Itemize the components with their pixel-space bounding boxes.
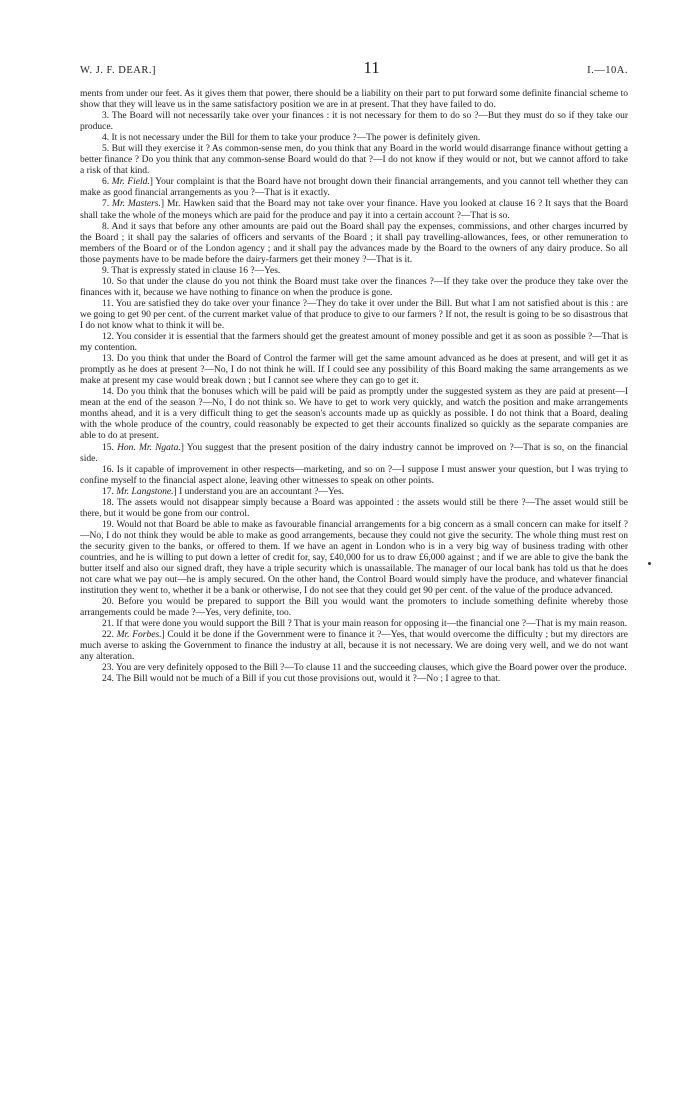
speaker-label: 17. Mr. Langstone.] <box>102 486 177 497</box>
paragraph: 20. Before you would be prepared to support the Bill you would want the promoters to include something definite whereby those arrangements could be made ?—Yes, very definite, too. <box>80 597 628 619</box>
paragraph: 24. The Bill would not be much of a Bill if you cut those provisions out, would it ?—No ; I agree to that. <box>102 674 501 685</box>
speaker-label: 22. Mr. Forbes.] <box>102 630 165 641</box>
paragraph: 14. Do you think that the bonuses which will be paid will be paid as promptly under the suggested system as they are paid at present—I mean at the end of the season ?—No, I do not think so. We have to get to work very quickly, and watch the position and make arrangements months ahead, and it is a very difficult thing to get the season's accounts made up as quickly as possible. I do not think that a Board, dealing with the whole produce of the country, could reasonably be expected to get their accounts finalized so quickly as the separate companies are able to do at present. <box>80 387 628 442</box>
paragraph: 5. But will they exercise it ? As common-sense men, do you think that any Board in the world would disarrange finance without getting a better finance ? Do you think that any common-sense Board would do that ?—I do not know if they would or not, but we cannot afford to take a risk of that kind. <box>80 144 628 177</box>
page-header <box>80 58 628 78</box>
header-witness-name: W. J. F. DEAR.] <box>80 65 156 76</box>
paragraph: 23. You are very definitely opposed to the Bill ?—To clause 11 and the succeeding clauses, which give the Board power over the produce. <box>102 663 627 674</box>
paragraph: 4. It is not necessary under the Bill for them to take your produce ?—The power is definitely given. <box>102 133 481 144</box>
paragraph-text: Mr. Hawken said that the Board may not take over your finance. Have you looked at clause 16 ? It says that the Board shall take the whole of the moneys which are paid for the produce and pay it into a certain account ?—That is so. <box>80 199 628 221</box>
evidence-text <box>80 89 628 686</box>
paragraph: 3. The Board will not necessarily take over your finances : it is not necessary for them to do so ?—But they must do so if they take our produce. <box>80 111 628 133</box>
paragraph <box>80 487 628 498</box>
paragraph-text: You suggest that the present position of the dairy industry cannot be improved on ?—That is so, on the financial side. <box>80 442 628 464</box>
paragraph: 18. The assets would not disappear simply because a Board was appointed : the assets would still be there ?—The asset would still be there, but it would be gone from our control. <box>80 497 628 519</box>
paragraph: ments from under our feet. As it gives them that power, there should be a liability on their part to put forward some definite financial scheme to show that they will leave us in the same satisfactory position we are in at present. That they have failed to do. <box>80 89 628 111</box>
speaker-label: 15. Hon. Mr. Ngata.] <box>102 442 184 453</box>
paragraph <box>80 199 628 221</box>
paragraph <box>80 630 628 663</box>
document-page <box>80 58 628 686</box>
paragraph: 21. If that were done you would support the Bill ? That is your main reason for opposing it—the financial one ?—That is my main reason. <box>102 619 628 630</box>
paragraph: 19. Would not that Board be able to make as favourable financial arrangements for a big concern as a small concern can make for itself ?—No, I do not think they would be able to make as good arrangements, because they could not give the security. The whole thing must rest on the security given to the banks, or offered to them. If we have an agent in London who is in a very big way of business trading with other countries, and he is willing to put down a letter of credit for, say, £40,000 for us to draw £6,000 against ; and if we are able to give the bank the butter itself and also our signed draft, they have a triple security which is unassailable. The manager of our local bank has told us that he does not care what we pay out—he is amply secured. On the other hand, the Control Board would simply have the produce, and whatever financial institution they went to, whether it be a bank or otherwise, I do not see that they could get 90 per cent. of the value of the produce advanced. <box>80 519 628 597</box>
paragraph: 9. That is expressly stated in clause 16 ?—Yes. <box>102 265 281 276</box>
paragraph: 13. Do you think that under the Board of Control the farmer will get the same amount advanced as he does at present, and will get it as promptly as he does at present ?—No, I do not think he will. If I could see any possibility of this Board making the same arrangements as we make at present my case would break down ; but I cannot see where they can go to get it. <box>80 354 628 387</box>
paragraph: 12. You consider it is essential that the farmers should get the greatest amount of money possible and get it as soon as possible ?—That is my contention. <box>80 332 628 354</box>
header-paper-reference: I.—10A. <box>587 65 628 76</box>
paragraph: 11. You are satisfied they do take over your finance ?—They do take it over under the Bill. But what I am not satisfied about is this : are we going to get 90 per cent. of the current market value of that produce to give to our farmers ? If not, the result is going to be so disastrous that I do not know what to think it will be. <box>80 298 628 331</box>
margin-dot-mark <box>648 562 651 565</box>
page-number: 11 <box>363 58 380 77</box>
paragraph-text: I understand you are an accountant ?—Yes. <box>176 486 345 497</box>
speaker-label: 6. Mr. Field.] <box>102 177 153 188</box>
paragraph-text: Your complaint is that the Board have not brought down their financial arrangements, and you cannot tell whether they can make as good financial arrangements as you ?—That is it exactly. <box>80 177 629 199</box>
paragraph: 16. Is it capable of improvement in other respects—marketing, and so on ?—I suppose I must answer your question, but I was trying to confine myself to the financial aspect alone, leaving other witnesses to speak on other points. <box>80 464 628 486</box>
paragraph-text: Could it be done if the Government were to finance it ?—Yes, that would overcome the difficulty ; but my directors are much averse to asking the Government to finance the industry at all, because it is not necessary. We are doing very well, and we do not want any alteration. <box>80 630 629 663</box>
paragraph: 10. So that under the clause do you not think the Board must take over the finances ?—If they take over the produce they take over the finances with it, because we have nothing to finance on when the produce is gone. <box>80 276 628 298</box>
paragraph <box>80 443 628 465</box>
paragraph <box>80 177 628 199</box>
speaker-label: 7. Mr. Masters.] <box>102 199 165 210</box>
paragraph: 8. And it says that before any other amounts are paid out the Board shall pay the expenses, commissions, and other charges incurred by the Board ; it shall pay the salaries of officers and servants of the Board ; it shall pay travelling-allowances, fees, or other remuneration to members of the Board or of the London agency ; and it shall pay the advances made by the Board to the owners of any dairy produce. So all those payments have to be made before the dairy-farmers get their money ?—That is it. <box>80 221 628 265</box>
